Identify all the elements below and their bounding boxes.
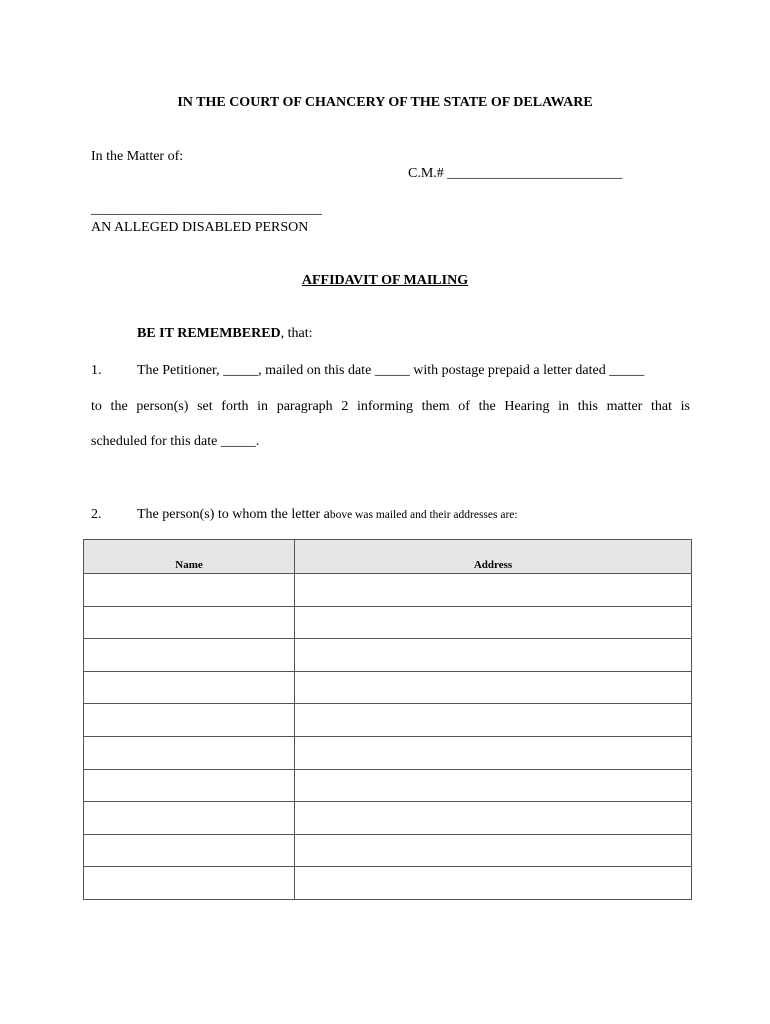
address-cell[interactable] <box>295 769 692 802</box>
name-cell[interactable] <box>84 606 295 639</box>
name-cell[interactable] <box>84 639 295 672</box>
table-body <box>84 574 692 900</box>
intro-line <box>137 326 313 342</box>
court-title: IN THE COURT OF CHANCERY OF THE STATE OF DELAWARE <box>177 95 593 110</box>
table-row <box>84 574 692 607</box>
address-cell[interactable] <box>295 704 692 737</box>
party-designation: AN ALLEGED DISABLED PERSON <box>91 220 309 235</box>
paragraph-2-text <box>137 507 518 523</box>
column-header-name: Name <box>84 540 295 574</box>
paragraph-1-number: 1. <box>91 363 102 378</box>
name-cell[interactable] <box>84 802 295 835</box>
table-row <box>84 671 692 704</box>
party-name-blank: _________________________________ <box>91 202 322 217</box>
document-title: AFFIDAVIT OF MAILING <box>301 273 469 288</box>
table-row <box>84 802 692 835</box>
table-row <box>84 704 692 737</box>
column-header-address: Address <box>295 540 692 574</box>
intro-bold: BE IT REMEMBERED <box>137 326 281 341</box>
name-cell[interactable] <box>84 867 295 900</box>
table-row <box>84 639 692 672</box>
paragraph-1-line-3: scheduled for this date _____. <box>91 434 260 449</box>
table-row <box>84 769 692 802</box>
address-cell[interactable] <box>295 834 692 867</box>
address-cell[interactable] <box>295 802 692 835</box>
table-row <box>84 606 692 639</box>
table-row <box>84 867 692 900</box>
address-cell[interactable] <box>295 639 692 672</box>
case-number-field: C.M.# _________________________ <box>408 166 623 181</box>
address-cell[interactable] <box>295 867 692 900</box>
name-cell[interactable] <box>84 736 295 769</box>
table-header-row <box>84 540 692 574</box>
paragraph-2-text-large: The person(s) to whom the letter a <box>137 507 330 522</box>
address-cell[interactable] <box>295 736 692 769</box>
recipients-table <box>83 539 692 900</box>
paragraph-1-line-1: The Petitioner, _____, mailed on this date _____ with postage prepaid a letter dated _____ <box>137 363 645 378</box>
name-cell[interactable] <box>84 769 295 802</box>
paragraph-2-number: 2. <box>91 507 102 522</box>
paragraph-1-line-2: to the person(s) set forth in paragraph 2 informing them of the Hearing in this matter that is <box>91 399 690 414</box>
name-cell[interactable] <box>84 704 295 737</box>
table-row <box>84 834 692 867</box>
address-cell[interactable] <box>295 671 692 704</box>
address-cell[interactable] <box>295 606 692 639</box>
table-row <box>84 736 692 769</box>
name-cell[interactable] <box>84 574 295 607</box>
intro-rest: , that: <box>280 326 313 341</box>
matter-label: In the Matter of: <box>91 149 184 164</box>
paragraph-2-text-small: bove was mailed and their addresses are: <box>329 509 518 521</box>
name-cell[interactable] <box>84 834 295 867</box>
address-cell[interactable] <box>295 574 692 607</box>
name-cell[interactable] <box>84 671 295 704</box>
